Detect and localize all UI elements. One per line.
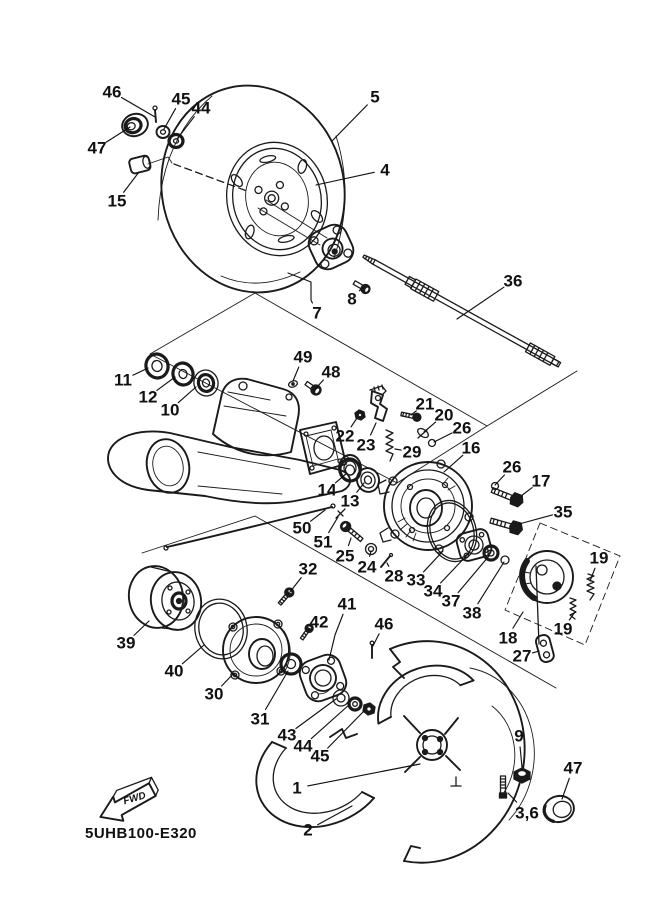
callout-number-13: 13 — [340, 491, 360, 511]
callout-number-21: 21 — [415, 394, 435, 414]
callout-46-top — [103, 83, 155, 118]
callout-number-29: 29 — [402, 442, 422, 462]
callout-number-36: 36 — [503, 271, 523, 291]
callout-35 — [519, 503, 572, 525]
callout-leader-2 — [318, 806, 352, 825]
callout-number-43: 43 — [277, 725, 297, 745]
callout-number-37: 37 — [441, 591, 461, 611]
callout-22 — [336, 418, 357, 446]
callout-number-48: 48 — [321, 362, 341, 382]
callout-17 — [521, 472, 550, 497]
callout-leader-36 — [457, 287, 504, 319]
seal-31 — [281, 654, 301, 674]
callout-18 — [499, 612, 523, 648]
callout-leader-45-top — [164, 109, 176, 129]
bolt-25 — [339, 519, 365, 543]
callout-3-6 — [508, 793, 539, 823]
drawing-code: 5UHB100-E320 — [85, 825, 197, 842]
callout-leader-49 — [293, 367, 299, 381]
callout-45-hub — [311, 711, 364, 766]
callout-number-49: 49 — [293, 347, 313, 367]
callout-number-3-6: 3,6 — [515, 803, 539, 823]
callout-15 — [108, 172, 139, 211]
callout-number-50: 50 — [292, 518, 312, 538]
callout-leader-5 — [332, 105, 367, 141]
callout-number-47-top: 47 — [87, 138, 107, 158]
callout-39 — [117, 621, 149, 653]
callout-number-45-top: 45 — [171, 89, 191, 109]
callout-26-bolt — [495, 458, 521, 486]
callout-leader-51 — [329, 517, 338, 533]
cotter-pin-46b — [370, 641, 374, 658]
callout-5 — [332, 88, 380, 142]
callout-leader-25 — [348, 538, 351, 546]
callout-2 — [303, 806, 352, 840]
callout-leader-35 — [519, 515, 552, 524]
callout-51 — [314, 517, 338, 552]
hub-cover-30 — [223, 617, 290, 683]
callout-number-8: 8 — [347, 289, 357, 309]
callout-4 — [316, 161, 390, 186]
callout-29 — [395, 443, 421, 462]
callout-30 — [205, 673, 234, 704]
callout-number-23: 23 — [356, 435, 376, 455]
callout-leader-26-arm — [434, 433, 452, 442]
callout-leader-37 — [458, 556, 489, 593]
callout-number-16: 16 — [461, 438, 481, 458]
callout-46-hub — [373, 615, 393, 647]
callout-40 — [165, 645, 204, 681]
hub-cap-47b — [542, 793, 577, 825]
callout-leader-43 — [296, 699, 336, 728]
bolt-48 — [303, 379, 323, 397]
callout-leader-15 — [124, 172, 139, 192]
callout-42 — [308, 613, 328, 632]
callout-number-4: 4 — [380, 160, 390, 180]
brake-drum-39 — [124, 562, 206, 634]
callout-number-47-cap: 47 — [563, 758, 583, 778]
callout-leader-33 — [423, 551, 443, 572]
callout-leader-46-hub — [373, 634, 379, 646]
nut-45b — [363, 703, 375, 715]
fwd-arrow — [94, 777, 164, 827]
callout-16 — [444, 439, 480, 473]
callout-leader-9 — [520, 747, 522, 767]
callout-21 — [411, 395, 434, 416]
callout-10 — [161, 387, 196, 420]
brake-shoe-assembly-18 — [521, 551, 594, 663]
callout-leader-38 — [478, 562, 504, 604]
callout-number-18: 18 — [498, 628, 518, 648]
callout-number-25: 25 — [335, 546, 355, 566]
callout-number-42: 42 — [309, 612, 329, 632]
callout-19-lower — [554, 612, 575, 639]
callout-number-1: 1 — [292, 778, 302, 798]
callout-number-35: 35 — [553, 502, 573, 522]
callout-47-top — [88, 127, 130, 158]
callout-11 — [114, 368, 148, 390]
bolt-17 — [490, 484, 525, 507]
nut-9 — [514, 768, 530, 783]
callout-38 — [463, 562, 504, 623]
pin-28 — [381, 554, 393, 568]
callout-41 — [329, 595, 356, 661]
callout-number-45-hub: 45 — [310, 746, 330, 766]
callout-number-46-hub: 46 — [374, 614, 394, 634]
callout-13 — [341, 483, 364, 511]
callout-number-19-upper: 19 — [589, 548, 609, 568]
callout-number-44-top: 44 — [191, 98, 211, 118]
callout-leader-10 — [178, 387, 196, 403]
callout-number-33: 33 — [406, 570, 426, 590]
callout-number-14: 14 — [317, 480, 337, 500]
callout-number-44-hub: 44 — [293, 736, 313, 756]
callout-leader-29 — [395, 449, 401, 450]
callout-leader-45-hub — [328, 711, 364, 748]
callout-leader-40 — [182, 645, 204, 664]
callout-25 — [336, 538, 355, 566]
callout-number-10: 10 — [160, 400, 180, 420]
callout-32 — [290, 560, 317, 593]
spring-29 — [386, 430, 393, 461]
callout-number-2: 2 — [303, 820, 313, 840]
callout-number-19-lower: 19 — [553, 619, 573, 639]
spring-19-upper — [587, 574, 594, 600]
callout-number-26-bolt: 26 — [502, 457, 522, 477]
callout-number-40: 40 — [164, 661, 184, 681]
callout-27 — [513, 647, 539, 666]
callout-9 — [514, 727, 523, 768]
callout-number-32: 32 — [298, 559, 318, 579]
callout-number-7: 7 — [312, 303, 322, 323]
callout-48 — [315, 363, 340, 390]
callout-number-5: 5 — [370, 87, 380, 107]
callout-number-24: 24 — [357, 557, 377, 577]
callout-number-34: 34 — [423, 581, 443, 601]
callout-23 — [357, 423, 376, 455]
callout-number-28: 28 — [384, 566, 404, 586]
callout-number-15: 15 — [107, 191, 127, 211]
washer-44b — [349, 698, 361, 710]
callout-number-20: 20 — [434, 405, 454, 425]
callout-number-41: 41 — [337, 594, 357, 614]
callout-number-9: 9 — [514, 726, 524, 746]
callout-8 — [347, 289, 361, 309]
callout-19-upper — [590, 549, 609, 582]
callout-47-cap — [562, 759, 582, 800]
gasket-ring-40 — [189, 594, 252, 664]
callout-45-top — [164, 90, 190, 130]
callout-28 — [385, 563, 404, 586]
anchor-plate-27 — [535, 634, 556, 664]
fwd-label: FWD — [122, 790, 148, 808]
callout-leader-41 — [329, 614, 343, 660]
callout-number-30: 30 — [204, 684, 224, 704]
callout-number-22: 22 — [335, 426, 355, 446]
callout-49 — [293, 348, 312, 382]
callout-leader-44-top — [177, 117, 194, 139]
callout-1 — [292, 764, 420, 798]
callout-36 — [457, 272, 522, 320]
callout-number-27: 27 — [512, 646, 532, 666]
callout-leader-1 — [308, 764, 420, 786]
callout-number-31: 31 — [250, 709, 270, 729]
o-ring-38 — [501, 556, 509, 564]
callout-number-38: 38 — [462, 603, 482, 623]
axle-hub-7 — [295, 211, 372, 295]
callout-leader-23 — [371, 423, 376, 435]
wheel-stud-3-6 — [500, 776, 507, 798]
callout-leader-7 — [288, 273, 312, 303]
callout-leader-47-cap — [562, 778, 569, 799]
callout-37 — [442, 556, 489, 611]
bolt-35 — [489, 515, 524, 536]
callout-number-46-top: 46 — [102, 82, 122, 102]
callout-number-26-arm: 26 — [452, 418, 472, 438]
spring-19-lower — [570, 598, 576, 619]
callout-number-39: 39 — [116, 633, 136, 653]
axle-shaft-36 — [361, 251, 562, 369]
o-ring-26a — [429, 440, 436, 447]
callout-number-17: 17 — [531, 471, 551, 491]
callout-number-11: 11 — [114, 370, 132, 390]
callout-number-51: 51 — [313, 532, 333, 552]
callout-leader-32 — [290, 578, 301, 592]
callout-number-12: 12 — [138, 387, 158, 407]
callout-24 — [358, 551, 377, 577]
callout-leader-17 — [521, 488, 532, 496]
